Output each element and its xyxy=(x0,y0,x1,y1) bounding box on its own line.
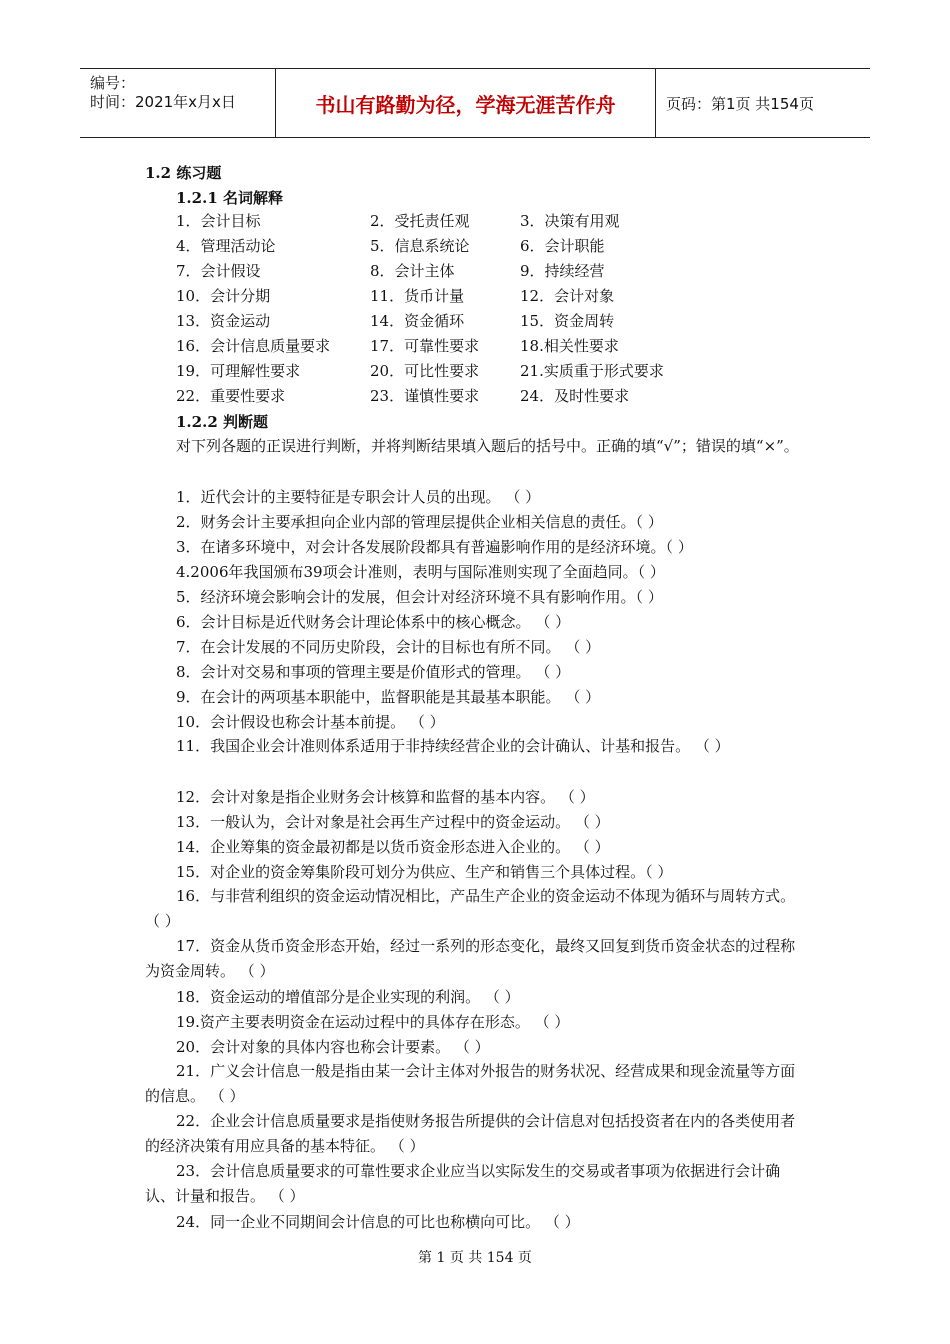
question-item: 8．会计对交易和事项的管理主要是价值形式的管理。 （ ） xyxy=(176,663,571,681)
term-item: 22．重要性要求 xyxy=(176,387,286,405)
question-item: 22．企业会计信息质量要求是指使财务报告所提供的会计信息对包括投资者在内的各类使用者的经济决策有用应具备的基本特征。 （ ） xyxy=(145,1112,796,1155)
term-item: 19．可理解性要求 xyxy=(176,362,301,380)
question-item: 21．广义会计信息一般是指由某一会计主体对外报告的财务状况、经营成果和现金流量等方面的信息。 （ ） xyxy=(145,1062,796,1105)
question-item: 16．与非营利组织的资金运动情况相比，产品生产企业的资金运动不体现为循环与周转方式。 （ ） xyxy=(145,887,796,930)
term-item: 1．会计目标 xyxy=(176,212,261,230)
header-page-info: 页码：第1页 共154页 xyxy=(666,94,814,113)
term-item: 6．会计职能 xyxy=(520,237,605,255)
question-item: 15．对企业的资金筹集阶段可划分为供应、生产和销售三个具体过程。（ ） xyxy=(176,863,673,881)
term-item: 13．资金运动 xyxy=(176,312,271,330)
header-meta xyxy=(80,69,276,137)
term-item: 11．货币计量 xyxy=(370,287,465,305)
document-number-label: 编号： xyxy=(90,74,136,92)
term-item: 5．信息系统论 xyxy=(370,237,470,255)
question-item: 17．资金从货币资金形态开始，经过一系列的形态变化，最终又回复到货币资金状态的过程称为资金周转。 （ ） xyxy=(145,937,796,980)
term-item: 16．会计信息质量要求 xyxy=(176,337,331,355)
term-item: 3．决策有用观 xyxy=(520,212,620,230)
term-item: 8．会计主体 xyxy=(370,262,455,280)
question-item: 5．经济环境会影响会计的发展，但会计对经济环境不具有影响作用。（ ） xyxy=(176,588,663,606)
question-item: 12．会计对象是指企业财务会计核算和监督的基本内容。 （ ） xyxy=(176,788,595,806)
term-item: 15．资金周转 xyxy=(520,312,615,330)
term-item: 10．会计分期 xyxy=(176,287,271,305)
page-footer: 第 1 页 共 154 页 xyxy=(418,1250,532,1266)
question-item: 14．企业筹集的资金最初都是以货币资金形态进入企业的。 （ ） xyxy=(176,838,610,856)
term-item: 20．可比性要求 xyxy=(370,362,480,380)
document-date-label: 时间：2021年x月x日 xyxy=(90,93,236,111)
term-item: 2．受托责任观 xyxy=(370,212,470,230)
question-item: 6．会计目标是近代财务会计理论体系中的核心概念。 （ ） xyxy=(176,613,571,631)
question-item: 3．在诸多环境中，对会计各发展阶段都具有普遍影响作用的是经济环境。（ ） xyxy=(176,538,693,556)
term-item: 4．管理活动论 xyxy=(176,237,276,255)
question-item: 23．会计信息质量要求的可靠性要求企业应当以实际发生的交易或者事项为依据进行会计确认、计量和报告。 （ ） xyxy=(145,1162,781,1205)
question-item: 9．在会计的两项基本职能中，监督职能是其最基本职能。 （ ） xyxy=(176,688,601,706)
term-item: 21.实质重于形式要求 xyxy=(520,362,664,380)
question-item: 13．一般认为，会计对象是社会再生产过程中的资金运动。 （ ） xyxy=(176,813,610,831)
term-item: 23．谨慎性要求 xyxy=(370,387,480,405)
term-item: 14．资金循环 xyxy=(370,312,465,330)
header-motto: 书山有路勤为径，学海无涯苦作舟 xyxy=(276,69,656,137)
page-header xyxy=(80,68,870,138)
subsection-judgment-title: 1.2.2 判断题 xyxy=(176,413,268,431)
term-item: 18.相关性要求 xyxy=(520,337,619,355)
term-item: 17．可靠性要求 xyxy=(370,337,480,355)
question-item: 24．同一企业不同期间会计信息的可比也称横向可比。 （ ） xyxy=(176,1213,580,1231)
question-item: 18．资金运动的增值部分是企业实现的利润。 （ ） xyxy=(176,988,520,1006)
question-item: 1．近代会计的主要特征是专职会计人员的出现。 （ ） xyxy=(176,488,541,506)
question-item: 19.资产主要表明资金在运动过程中的具体存在形态。 （ ） xyxy=(176,1013,570,1031)
subsection-terms-title: 1.2.1 名词解释 xyxy=(176,189,283,207)
term-item: 9．持续经营 xyxy=(520,262,605,280)
section-title: 1.2 练习题 xyxy=(145,164,222,182)
question-item: 2．财务会计主要承担向企业内部的管理层提供企业相关信息的责任。（ ） xyxy=(176,513,663,531)
question-item: 20．会计对象的具体内容也称会计要素。 （ ） xyxy=(176,1038,490,1056)
term-item: 7．会计假设 xyxy=(176,262,261,280)
term-item: 12．会计对象 xyxy=(520,287,615,305)
question-item: 11．我国企业会计准则体系适用于非持续经营企业的会计确认、计基和报告。 （ ） xyxy=(176,737,730,755)
question-item: 4.2006年我国颁布39项会计准则，表明与国际准则实现了全面趋同。（ ） xyxy=(176,563,665,581)
term-item: 24．及时性要求 xyxy=(520,387,630,405)
question-item: 10．会计假设也称会计基本前提。 （ ） xyxy=(176,713,445,731)
question-item: 7．在会计发展的不同历史阶段，会计的目标也有所不同。 （ ） xyxy=(176,638,601,656)
instructions-text: 对下列各题的正误进行判断，并将判断结果填入题后的括号中。正确的填“√”；错误的填“×”。 xyxy=(176,437,799,455)
